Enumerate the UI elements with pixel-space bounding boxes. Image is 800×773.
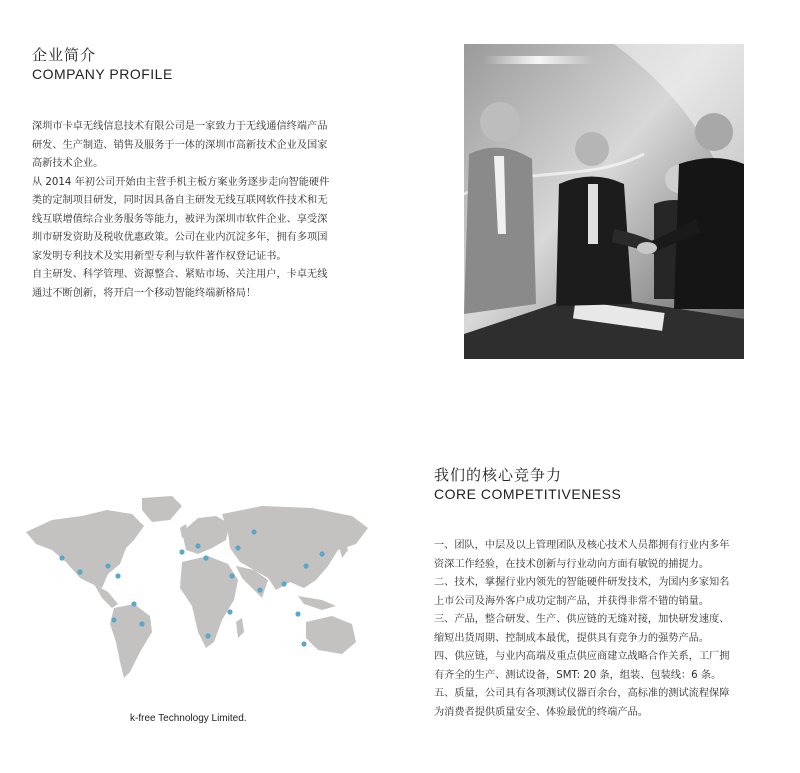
competitiveness-line: 缩短出货周期、控制成本最优，提供具有竞争力的强势产品。 [434,632,710,644]
profile-line: 自主研发、科学管理、资源整合、紧贴市场、关注用户，卡卓无线 [32,269,328,280]
profile-body [32,118,329,303]
competitiveness-line: 二、技术，掌握行业内领先的智能硬件研发技术，为国内多家知名 [434,577,730,588]
competitiveness-title-en: CORE COMPETITIVENESS [434,486,622,502]
competitiveness-line: 资深工作经验，在技术创新与行业动向方面有敏锐的捕捉力。 [434,558,710,570]
profile-line: 研发、生产制造、销售及服务于一体的深圳市高新技术企业及国家 [32,139,328,151]
competitiveness-line: 四、供应链，与业内高端及重点供应商建立战略合作关系，工厂拥 [434,651,730,662]
competitiveness-line: 有齐全的生产、测试设备，SMT: 20 条，组装、包装线：6 条。 [434,669,722,681]
world-map [22,492,372,682]
competitiveness-line: 上市公司及海外客户成功定制产品，并获得非常不错的销量。 [434,595,710,607]
profile-line: 圳市研发资助及税收优惠政策。公司在业内沉淀多年，拥有多项国 [32,232,328,243]
profile-line: 类的定制项目研发，同时因具备自主研发无线互联网软件技术和无 [32,195,328,206]
profile-line: 高新技术企业。 [32,158,104,169]
competitiveness-title-cn: 我们的核心竞争力 [434,466,563,484]
business-handshake-photo [464,44,744,359]
competitiveness-line: 五、质量，公司具有各项测试仪器百余台，高标准的测试流程保障 [434,688,730,699]
competitiveness-line: 为消费者提供质量安全、体验最优的终端产品。 [434,706,648,718]
profile-line: 线互联增值综合业务服务等能力，被评为深圳市软件企业、享受深 [32,213,328,225]
profile-line: 家发明专利技术及实用新型专利与软件著作权登记证书。 [32,250,287,262]
competitiveness-line: 三、产品，整合研发、生产、供应链的无缝对接，加快研发速度、 [434,614,730,625]
profile-line: 深圳市卡卓无线信息技术有限公司是一家致力于无线通信终端产品 [32,121,328,132]
profile-title-en: COMPANY PROFILE [32,66,173,82]
competitiveness-line: 一、团队，中层及以上管理团队及核心技术人员都拥有行业内多年 [434,540,730,551]
profile-line: 从 2014 年初公司开始由主营手机主板方案业务逐步走向智能硬件 [32,176,330,188]
profile-line: 通过不断创新，将开启一个移动智能终端新格局！ [32,287,257,299]
profile-title-cn: 企业简介 [32,46,97,64]
company-name-footer: k-free Technology Limited. [130,713,247,724]
competitiveness-body [434,537,729,722]
